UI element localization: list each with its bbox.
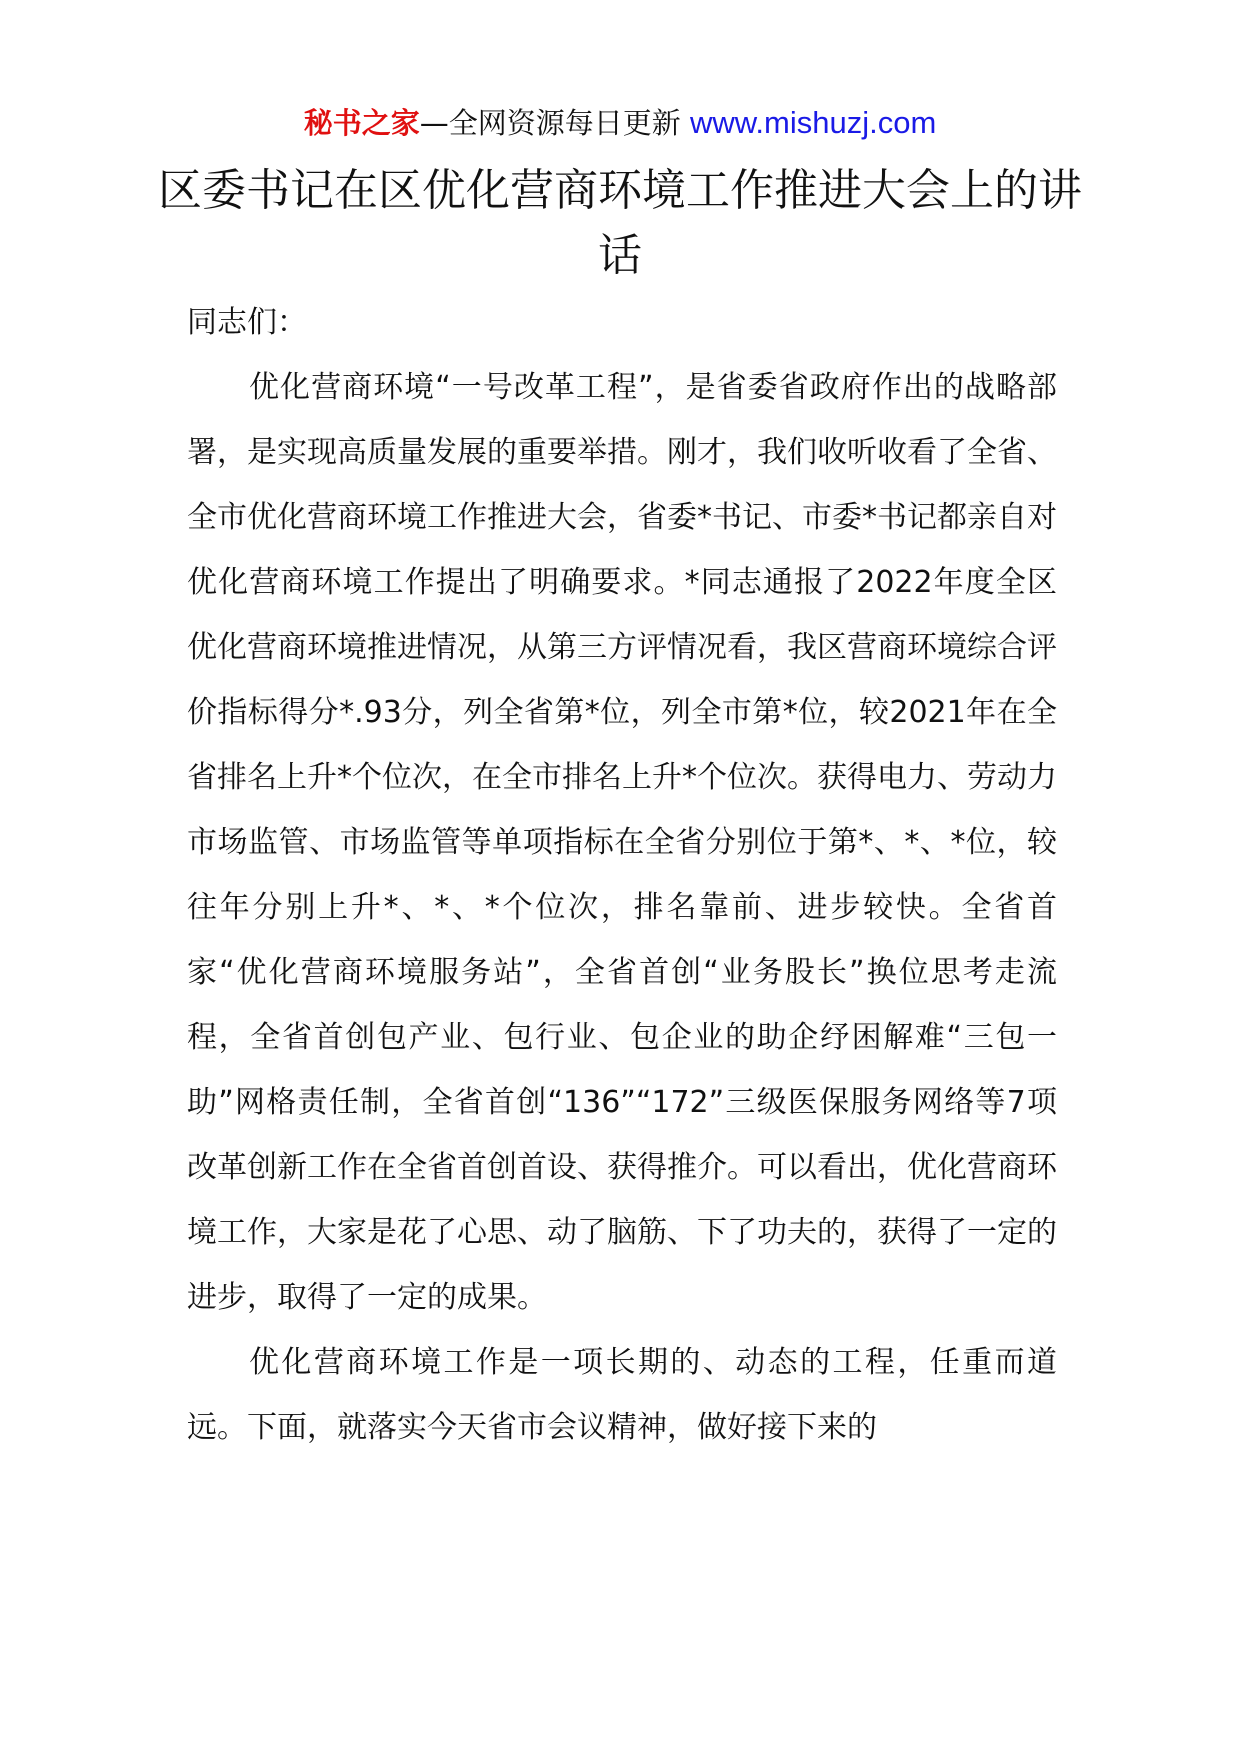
site-header xyxy=(0,100,1240,146)
salutation: 同志们： xyxy=(187,305,307,340)
site-brand: 秘书之家 xyxy=(303,106,420,140)
document-body xyxy=(187,290,1057,1460)
site-url-link[interactable]: www.mishuzj.com xyxy=(689,105,937,140)
paragraph-2: 优化营商环境工作是一项长期的、动态的工程，任重而道远。下面，就落实今天省市会议精神，做好接下来的 xyxy=(187,1345,1057,1445)
document-title: 区委书记在区优化营商环境工作推进大会上的讲话 xyxy=(158,165,1082,281)
site-tagline: —全网资源每日更新 xyxy=(419,106,681,140)
paragraph-1: 优化营商环境“一号改革工程”，是省委省政府作出的战略部署，是实现高质量发展的重要举措。刚才，我们收听收看了全省、全市优化营商环境工作推进大会，省委*书记、市委*书记都亲自对优化营商环境工作提出了明确要求。*同志通报了2022年度全区优化营商环境推进情况，从第三方评情况看，我区营商环境综合评价指标得分*.93分，列全省第*位，列全市第*位，较2021年在全省排名上升*个位次，在全市排名上升*个位次。获得电力、劳动力市场监管、市场监管等单项指标在全省分别位于第*、*、*位，较往年分别上升*、*、*个位次，排名靠前、进步较快。全省首家“优化营商环境服务站”，全省首创“业务股长”换位思考走流程，全省首创包产业、包行业、包企业的助企纾困解难“三包一助”网格责任制，全省首创“136”“172”三级医保服务网络等7项改革创新工作在全省首创首设、获得推介。可以看出，优化营商环境工作，大家是花了心思、动了脑筋、下了功夫的，获得了一定的进步，取得了一定的成果。 xyxy=(187,370,1057,1315)
